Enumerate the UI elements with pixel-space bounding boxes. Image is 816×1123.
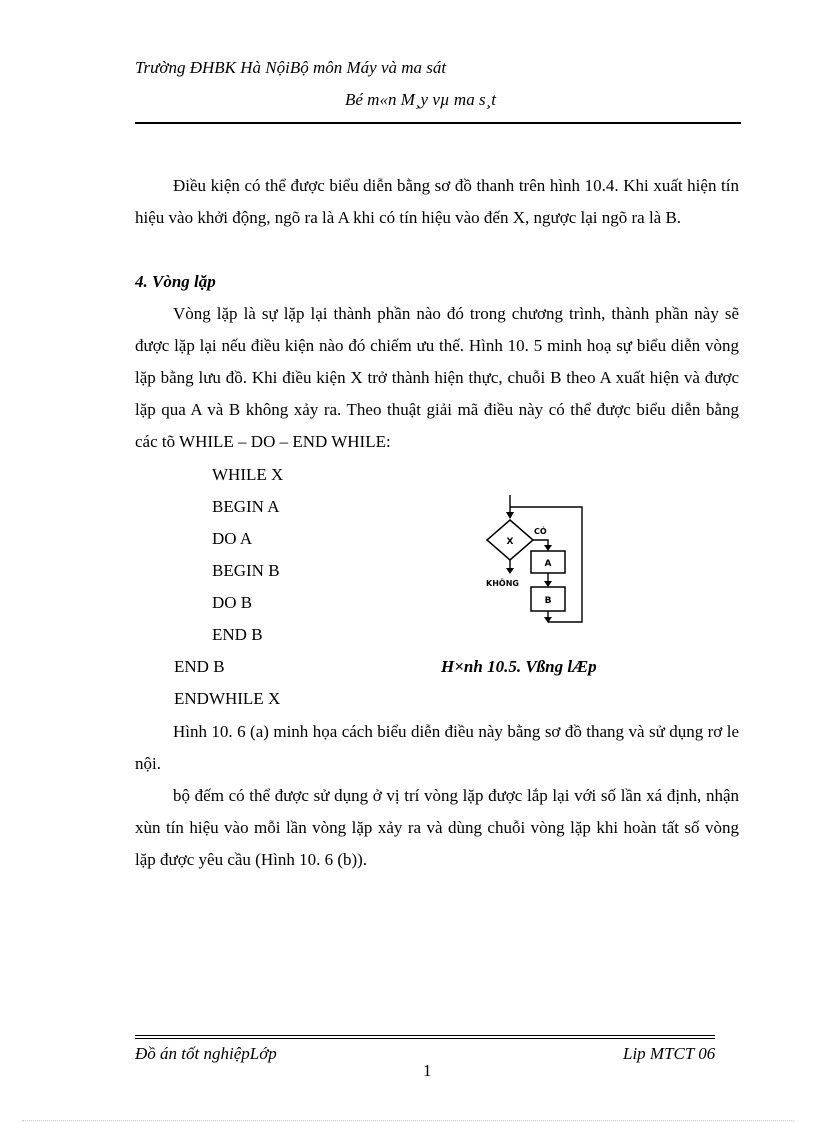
box-b-label: B	[544, 596, 552, 606]
footer-right-text: Lip MTCT 06	[623, 1044, 716, 1063]
paragraph-counter	[135, 780, 739, 876]
figure-caption: H×nh 10.5. Vßng lÆp	[441, 657, 597, 676]
code-line: DO B	[212, 593, 253, 612]
footer-rule-bottom	[135, 1038, 715, 1039]
box-a-label: A	[544, 559, 552, 569]
section-heading: 4. Vòng lặp	[135, 272, 216, 291]
header-school-dept: Trường ĐHBK Hà NộiBộ môn Máy và ma sát	[135, 58, 447, 77]
code-line: WHILE X	[212, 465, 284, 484]
code-line: BEGIN B	[212, 561, 280, 580]
paragraph-loop	[135, 298, 739, 458]
yes-label: CÓ	[534, 527, 547, 536]
code-line: END B	[212, 625, 263, 644]
header-dept-garbled: Bé m«n M¸y vµ ma s¸t	[345, 90, 496, 109]
paragraph-counter-text: bộ đếm có thể được sử dụng ở vị trí vòng lặp được lắp lại với số lần xá định, nhận xùn tín hiệu vào mỗi lần vòng lặp xảy ra và dùng chuỗi vòng lặp khi hoàn tất số vòng lặp được yêu cầu (Hình 10. 6 (b)).	[135, 786, 739, 869]
page-bottom-border	[22, 1120, 794, 1121]
page-number: 1	[423, 1061, 432, 1080]
code-line: DO A	[212, 529, 253, 548]
header-rule	[135, 122, 741, 124]
code-line: END B	[174, 657, 225, 676]
yes-arrowhead	[544, 545, 552, 551]
no-arrowhead	[506, 568, 514, 574]
entry-arrowhead	[506, 512, 514, 519]
footer-rule-top	[135, 1035, 715, 1036]
paragraph-condition	[135, 170, 739, 234]
paragraph-loop-text: Vòng lặp là sự lặp lại thành phần nào đó trong chương trình, thành phần này sẽ được lặp lại nếu điều kiện nào đó chiếm ưu thế. Hình 10. 5 minh hoạ sự biểu diễn vòng lặp bằng lưu đồ. Khi điều kiện X trở thành hiện thực, chuỗi B theo A xuất hiện và được lặp qua A và B không xảy ra. Theo thuật giải mã điều này có thể được biểu diễn bằng các tõ WHILE – DO – END WHILE:	[135, 304, 739, 451]
paragraph-condition-text: Điều kiện có thể được biểu diễn bằng sơ đồ thanh trên hình 10.4. Khi xuất hiện tín hiệu vào khởi động, ngõ ra là A khi có tín hiệu vào đến X, ngược lại ngõ ra là B.	[135, 176, 739, 227]
code-line: ENDWHILE X	[174, 689, 281, 708]
a-to-b-arrowhead	[544, 581, 552, 587]
no-label: KHÔNG	[486, 579, 519, 588]
paragraph-ladder-text: Hình 10. 6 (a) minh họa cách biểu diễn điều này bằng sơ đồ thang và sử dụng rơ le nội.	[135, 722, 739, 773]
decision-label: X	[506, 537, 514, 547]
loop-flowchart	[470, 490, 590, 632]
paragraph-ladder	[135, 716, 739, 780]
footer-left-text: Đồ án tốt nghiệpLớp	[135, 1044, 277, 1063]
code-line: BEGIN A	[212, 497, 280, 516]
